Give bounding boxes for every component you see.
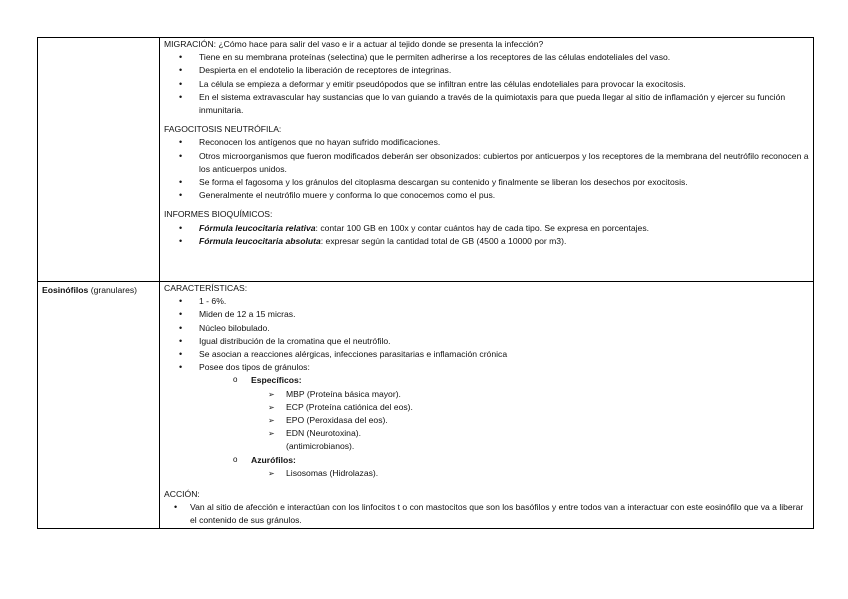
list-item: • Reconocen los antígenos que no hayan sufrido modificaciones. <box>179 136 809 149</box>
list-item: ➢ EPO (Peroxidasa del eos). <box>268 414 809 427</box>
list-item: • Van al sitio de afección e interactúan con los linfocitos t o con mastocitos que son los basófilos y entre todos van a interactuar con este eosinófilo que va a liberar el contenido de sus gránulos. <box>174 501 809 527</box>
accion-list <box>164 501 809 527</box>
table-row <box>38 38 814 282</box>
list-item: ➢ Lisosomas (Hidrolazas). <box>268 467 809 480</box>
formula-absoluta-term: Fórmula leucocitaria absoluta <box>199 235 321 246</box>
caracteristicas-list <box>164 295 809 480</box>
accion-title: ACCIÓN: <box>164 489 200 500</box>
formula-relativa-term: Fórmula leucocitaria relativa <box>199 222 316 233</box>
row-label-cell <box>38 282 160 529</box>
list-item: • En el sistema extravascular hay sustancias que lo van guiando a través de la quimiotaxis para que pueda llegar al sitio de inflamación y ejercer su función inmunitaria. <box>179 91 809 117</box>
list-item <box>233 374 809 453</box>
row-label-granulares: (granulares) <box>88 285 138 295</box>
granulos-label: Posee dos tipos de gránulos: <box>199 362 310 373</box>
informes-title: INFORMES BIOQUÍMICOS: <box>164 209 273 220</box>
row-label-cell <box>38 38 160 282</box>
list-item <box>179 361 809 480</box>
list-item: • Despierta en el endotelio la liberación de receptores de integrinas. <box>179 64 809 77</box>
azurofilos-list <box>251 467 809 480</box>
list-item: • Generalmente el neutrófilo muere y conforma lo que conocemos como el pus. <box>179 189 809 202</box>
fagocitosis-title: FAGOCITOSIS NEUTRÓFILA: <box>164 124 282 135</box>
azurofilos-label: Azurófilos: <box>251 454 296 465</box>
formula-relativa-text: : contar 100 GB en 100x y contar cuántos hay de cada tipo. Se expresa en porcentajes. <box>315 222 650 233</box>
list-item: • Tiene en su membrana proteínas (selectina) que le permiten adherirse a los receptores de las células endoteliales del vaso. <box>179 51 809 64</box>
granulos-list <box>199 374 809 480</box>
list-item: • La célula se empieza a deformar y emitir pseudópodos que se infiltran entre las células endoteliales para provocar la exocitosis. <box>179 78 809 91</box>
list-item <box>268 427 809 453</box>
list-item: • Núcleo bilobulado. <box>179 322 809 335</box>
especificos-label: Específicos: <box>251 375 302 386</box>
migracion-title: MIGRACIÓN: ¿Cómo hace para salir del vaso e ir a actuar al tejido donde se presenta la infección? <box>164 39 544 49</box>
edn-text: EDN (Neurotoxina). <box>286 428 361 439</box>
fagocitosis-list <box>164 136 809 202</box>
especificos-list <box>251 388 809 454</box>
list-item <box>179 235 809 248</box>
list-item <box>233 454 809 480</box>
list-item: • Otros microorganismos que fueron modificados deberán ser obsonizados: cubiertos por anticuerpos y los receptores de la membrana del neutrófilo reconocen a los anticuerpos unidos. <box>179 150 809 176</box>
list-item: • Se forma el fagosoma y los gránulos del citoplasma descargan su contenido y finalmente se liberan los desechos por exocitosis. <box>179 176 809 189</box>
list-item: ➢ ECP (Proteína catiónica del eos). <box>268 401 809 414</box>
informes-list <box>164 222 809 248</box>
list-item: • Igual distribución de la cromatina que el neutrófilo. <box>179 335 809 348</box>
migracion-list <box>164 51 809 117</box>
formula-absoluta-text: : expresar según la cantidad total de GB (4500 a 10000 por m3). <box>320 235 567 246</box>
antimicrobianos-note: (antimicrobianos). <box>286 441 355 452</box>
content-cell <box>160 38 814 282</box>
list-item: • 1 - 6%. <box>179 295 809 308</box>
list-item: • Se asocian a reacciones alérgicas, infecciones parasitarias e inflamación crónica <box>179 348 809 361</box>
row-label-eosinofilos: Eosinófilos <box>42 285 89 295</box>
list-item: ➢ MBP (Proteína básica mayor). <box>268 388 809 401</box>
table-row <box>38 282 814 529</box>
list-item <box>179 222 809 235</box>
content-cell <box>160 282 814 529</box>
caracteristicas-title: CARACTERÍSTICAS: <box>164 283 248 293</box>
list-item: • Miden de 12 a 15 micras. <box>179 308 809 321</box>
document-table <box>37 37 814 529</box>
